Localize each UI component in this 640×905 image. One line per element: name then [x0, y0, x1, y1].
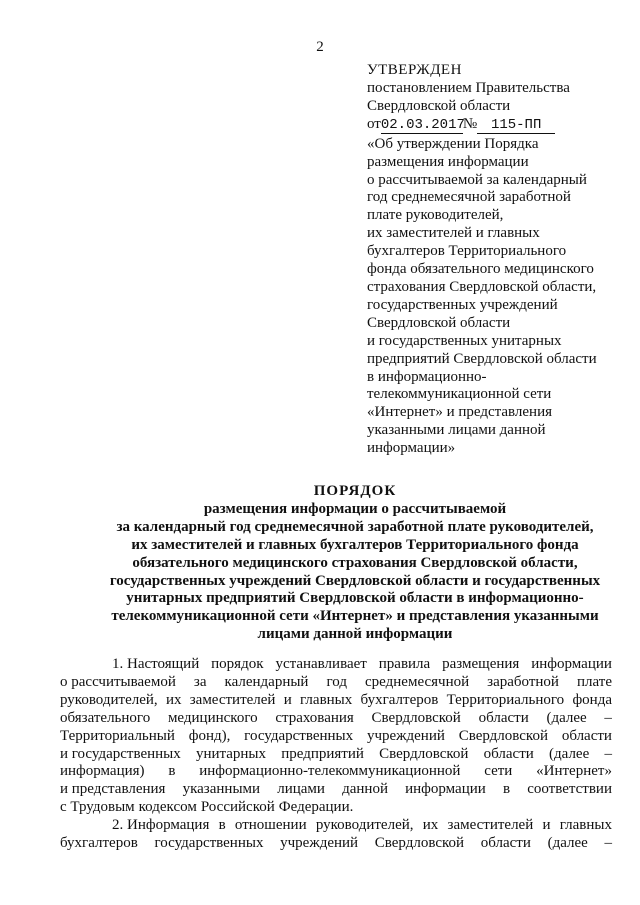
word: фонда [572, 691, 612, 708]
word: страхования [275, 709, 354, 726]
word: Свердловской [374, 835, 465, 852]
paragraph-line [60, 674, 612, 692]
heading-title: ПОРЯДОК [313, 483, 397, 499]
document-heading [60, 483, 640, 644]
heading-line: обязательного медицинского страхования Свердловской области, [132, 554, 578, 571]
word: информации [531, 656, 612, 672]
word: среднемесячной [365, 673, 470, 690]
heading-line: размещения информации о рассчитываемой [203, 500, 507, 517]
paragraph [60, 656, 612, 817]
word: в [168, 763, 176, 780]
subject-line: и государственных унитарных [367, 332, 562, 349]
word: государственных [154, 835, 264, 852]
paragraph-line [60, 656, 612, 674]
word: Территориального [446, 691, 565, 708]
word: Свердловской [458, 727, 548, 744]
heading-lines [60, 501, 640, 644]
word: правила [378, 656, 431, 672]
word: год [326, 673, 347, 690]
paragraph-line [60, 710, 612, 728]
word: главных [300, 691, 353, 708]
word: руководителей, [315, 817, 414, 834]
word: руководителей, [60, 691, 158, 708]
subject-line: бухгалтеров Территориального [367, 243, 567, 260]
resolution-date: 02.03.2017 [380, 116, 465, 133]
word: (далее [547, 835, 588, 852]
date-prefix: от [367, 115, 381, 132]
word: данной [342, 781, 388, 798]
word: главных [559, 817, 612, 834]
number-sign: № [462, 115, 478, 132]
word: Территориальный [60, 727, 175, 744]
approval-block [367, 62, 617, 458]
subject-line: о рассчитываемой за календарный [367, 171, 587, 188]
paragraph-line [60, 728, 612, 746]
heading-line: телекоммуникационной сети «Интернет» и представления указанными [111, 608, 599, 625]
subject-line: в информационно- [367, 368, 487, 385]
document-body [60, 656, 612, 853]
word: бухгалтеров [60, 835, 138, 852]
approval-line: постановлением Правительства [367, 79, 570, 96]
word: Российской [200, 799, 275, 816]
heading-line: государственных учреждений Свердловской области и государственных [109, 572, 601, 589]
word: 2. Информация [112, 817, 210, 834]
subject-line: государственных учреждений [367, 296, 558, 313]
word: заработной [487, 673, 559, 690]
subject-line: «Интернет» и представления [367, 404, 552, 421]
word: области [478, 709, 529, 726]
word: учреждений [280, 835, 359, 852]
word: и государственных [60, 745, 181, 762]
word: отношении [234, 817, 307, 834]
paragraph-line [60, 799, 612, 817]
word: соответствии [527, 781, 612, 798]
word: порядок [211, 656, 264, 672]
approval-line: Свердловской области [367, 97, 511, 114]
word: Федерации. [278, 799, 354, 816]
word: информационно-телекоммуникационной [199, 763, 461, 780]
word: предприятий [281, 745, 364, 762]
word: и [542, 817, 551, 834]
word: устанавливает [275, 656, 367, 672]
word: учреждений [366, 727, 445, 744]
word: «Интернет» [536, 763, 612, 780]
heading-line: лицами данной информации [257, 626, 453, 643]
heading-line: унитарных предприятий Свердловской области в информационно- [126, 590, 584, 607]
word: с Трудовым [60, 799, 135, 816]
word: и [283, 691, 292, 708]
word: их [165, 691, 182, 708]
word: информация) [60, 763, 145, 780]
resolution-number: 115-ПП [477, 117, 555, 134]
word: Свердловской [371, 709, 461, 726]
subject-line: фонда обязательного медицинского [367, 261, 594, 278]
word: и представления [60, 781, 166, 798]
word: их [422, 817, 439, 834]
heading-line: их заместителей и главных бухгалтеров Территориального фонда [131, 536, 579, 553]
word: размещения [442, 656, 520, 672]
word: государственных [244, 727, 354, 744]
approval-title: УТВЕРЖДЕН [367, 62, 462, 78]
resolution-subject [367, 136, 617, 458]
word: (далее [549, 745, 590, 762]
paragraph-line [60, 817, 612, 835]
word: области [480, 835, 531, 852]
word: медицинского [167, 709, 258, 726]
word: плате [577, 673, 612, 690]
word: фонд), [188, 727, 231, 744]
subject-line: указанными лицами данной [367, 422, 546, 439]
word: календарный [224, 673, 309, 690]
word: о рассчитываемой [60, 673, 176, 690]
word: в [218, 817, 226, 834]
subject-line: плате руководителей, [367, 207, 504, 224]
word: 1. Настоящий [112, 656, 200, 672]
page-number: 2 [316, 39, 324, 55]
word: унитарных [195, 745, 267, 762]
paragraph [60, 817, 612, 853]
subject-line: телекоммуникационной сети [367, 386, 552, 403]
word: (далее [546, 709, 587, 726]
paragraph-line [60, 692, 612, 710]
subject-line: размещения информации [367, 153, 529, 170]
paragraph-line [60, 835, 612, 853]
word: области [561, 727, 612, 744]
subject-line: предприятий Свердловской области [367, 350, 597, 367]
subject-line: их заместителей и главных [367, 225, 540, 242]
paragraph-line [60, 763, 612, 781]
word: в [502, 781, 511, 798]
paragraph-line [60, 746, 612, 764]
word: обязательного [60, 709, 151, 726]
subject-line: страхования Свердловской области, [367, 278, 597, 295]
word: области [483, 745, 534, 762]
subject-line: год среднемесячной заработной [367, 189, 571, 206]
word: – [604, 709, 612, 726]
word: кодексом [138, 799, 197, 816]
word: информации [405, 781, 486, 798]
word: сети [484, 763, 513, 780]
word: заместителей [447, 817, 534, 834]
word: Свердловской [379, 745, 469, 762]
heading-line: за календарный год среднемесячной заработной плате руководителей, [116, 518, 594, 535]
word: указанными [182, 781, 261, 798]
resolution-date-number [367, 116, 617, 134]
word: – [604, 835, 612, 852]
subject-line: Свердловской области [367, 314, 511, 331]
word: лицами [277, 781, 325, 798]
paragraph-line [60, 781, 612, 799]
subject-line: «Об утверждении Порядка [367, 135, 539, 152]
subject-line: информации» [367, 440, 456, 457]
word: – [604, 745, 612, 762]
word: заместителей [189, 691, 276, 708]
word: за [193, 673, 207, 690]
word: бухгалтеров [360, 691, 439, 708]
